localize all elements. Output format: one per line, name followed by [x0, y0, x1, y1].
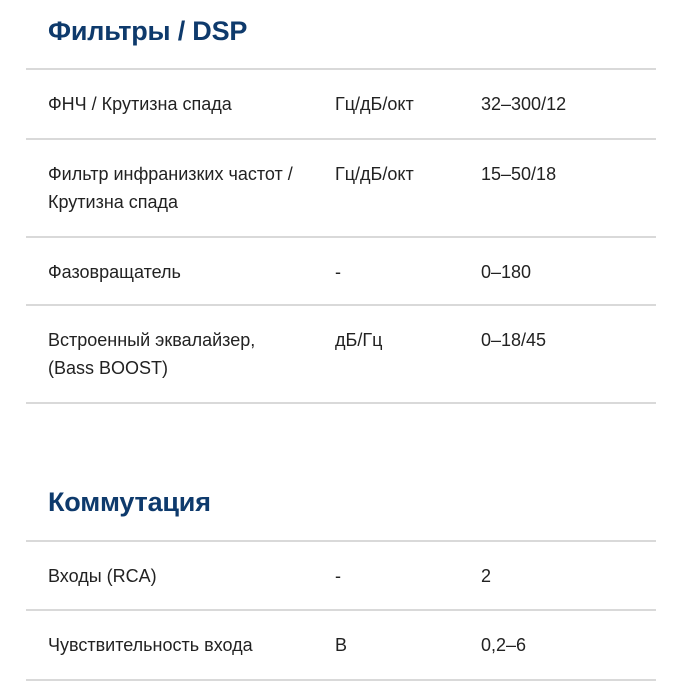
table-row: [26, 542, 656, 611]
spec-label: Входы (RCA): [48, 566, 157, 586]
spec-value: 0,2–6: [481, 635, 527, 655]
spec-unit: -: [335, 566, 341, 586]
spec-label: Фильтр инфранизких частот / Крутизна спада: [48, 164, 293, 212]
spec-label: Фазовращатель: [48, 262, 181, 282]
spec-value: 0–18/45: [481, 330, 547, 350]
section-title: Фильтры / DSP: [48, 16, 248, 46]
table-row: [26, 611, 656, 681]
spec-label: Встроенный эквалайзер, (Bass BOOST): [48, 330, 256, 378]
spec-unit: -: [335, 262, 341, 282]
table-row: [26, 140, 656, 238]
table-row: [26, 306, 656, 404]
table-row: [26, 70, 656, 140]
section-title: Коммутация: [48, 487, 211, 517]
specs-table-switching: [26, 540, 656, 681]
spec-label: ФНЧ / Крутизна спада: [48, 94, 232, 114]
spec-unit: Гц/дБ/окт: [335, 164, 414, 184]
spec-label: Чувствительность входа: [48, 635, 253, 655]
spec-value: 0–180: [481, 262, 532, 282]
spec-value: 32–300/12: [481, 94, 567, 114]
section-switching: [26, 487, 656, 518]
spec-value: 15–50/18: [481, 164, 557, 184]
section-filters-dsp: [26, 16, 656, 47]
spec-unit: В: [335, 635, 348, 655]
spec-unit: Гц/дБ/окт: [335, 94, 414, 114]
spec-value: 2: [481, 566, 492, 586]
spec-unit: дБ/Гц: [335, 330, 383, 350]
specs-table-filters: [26, 68, 656, 404]
table-row: [26, 238, 656, 306]
